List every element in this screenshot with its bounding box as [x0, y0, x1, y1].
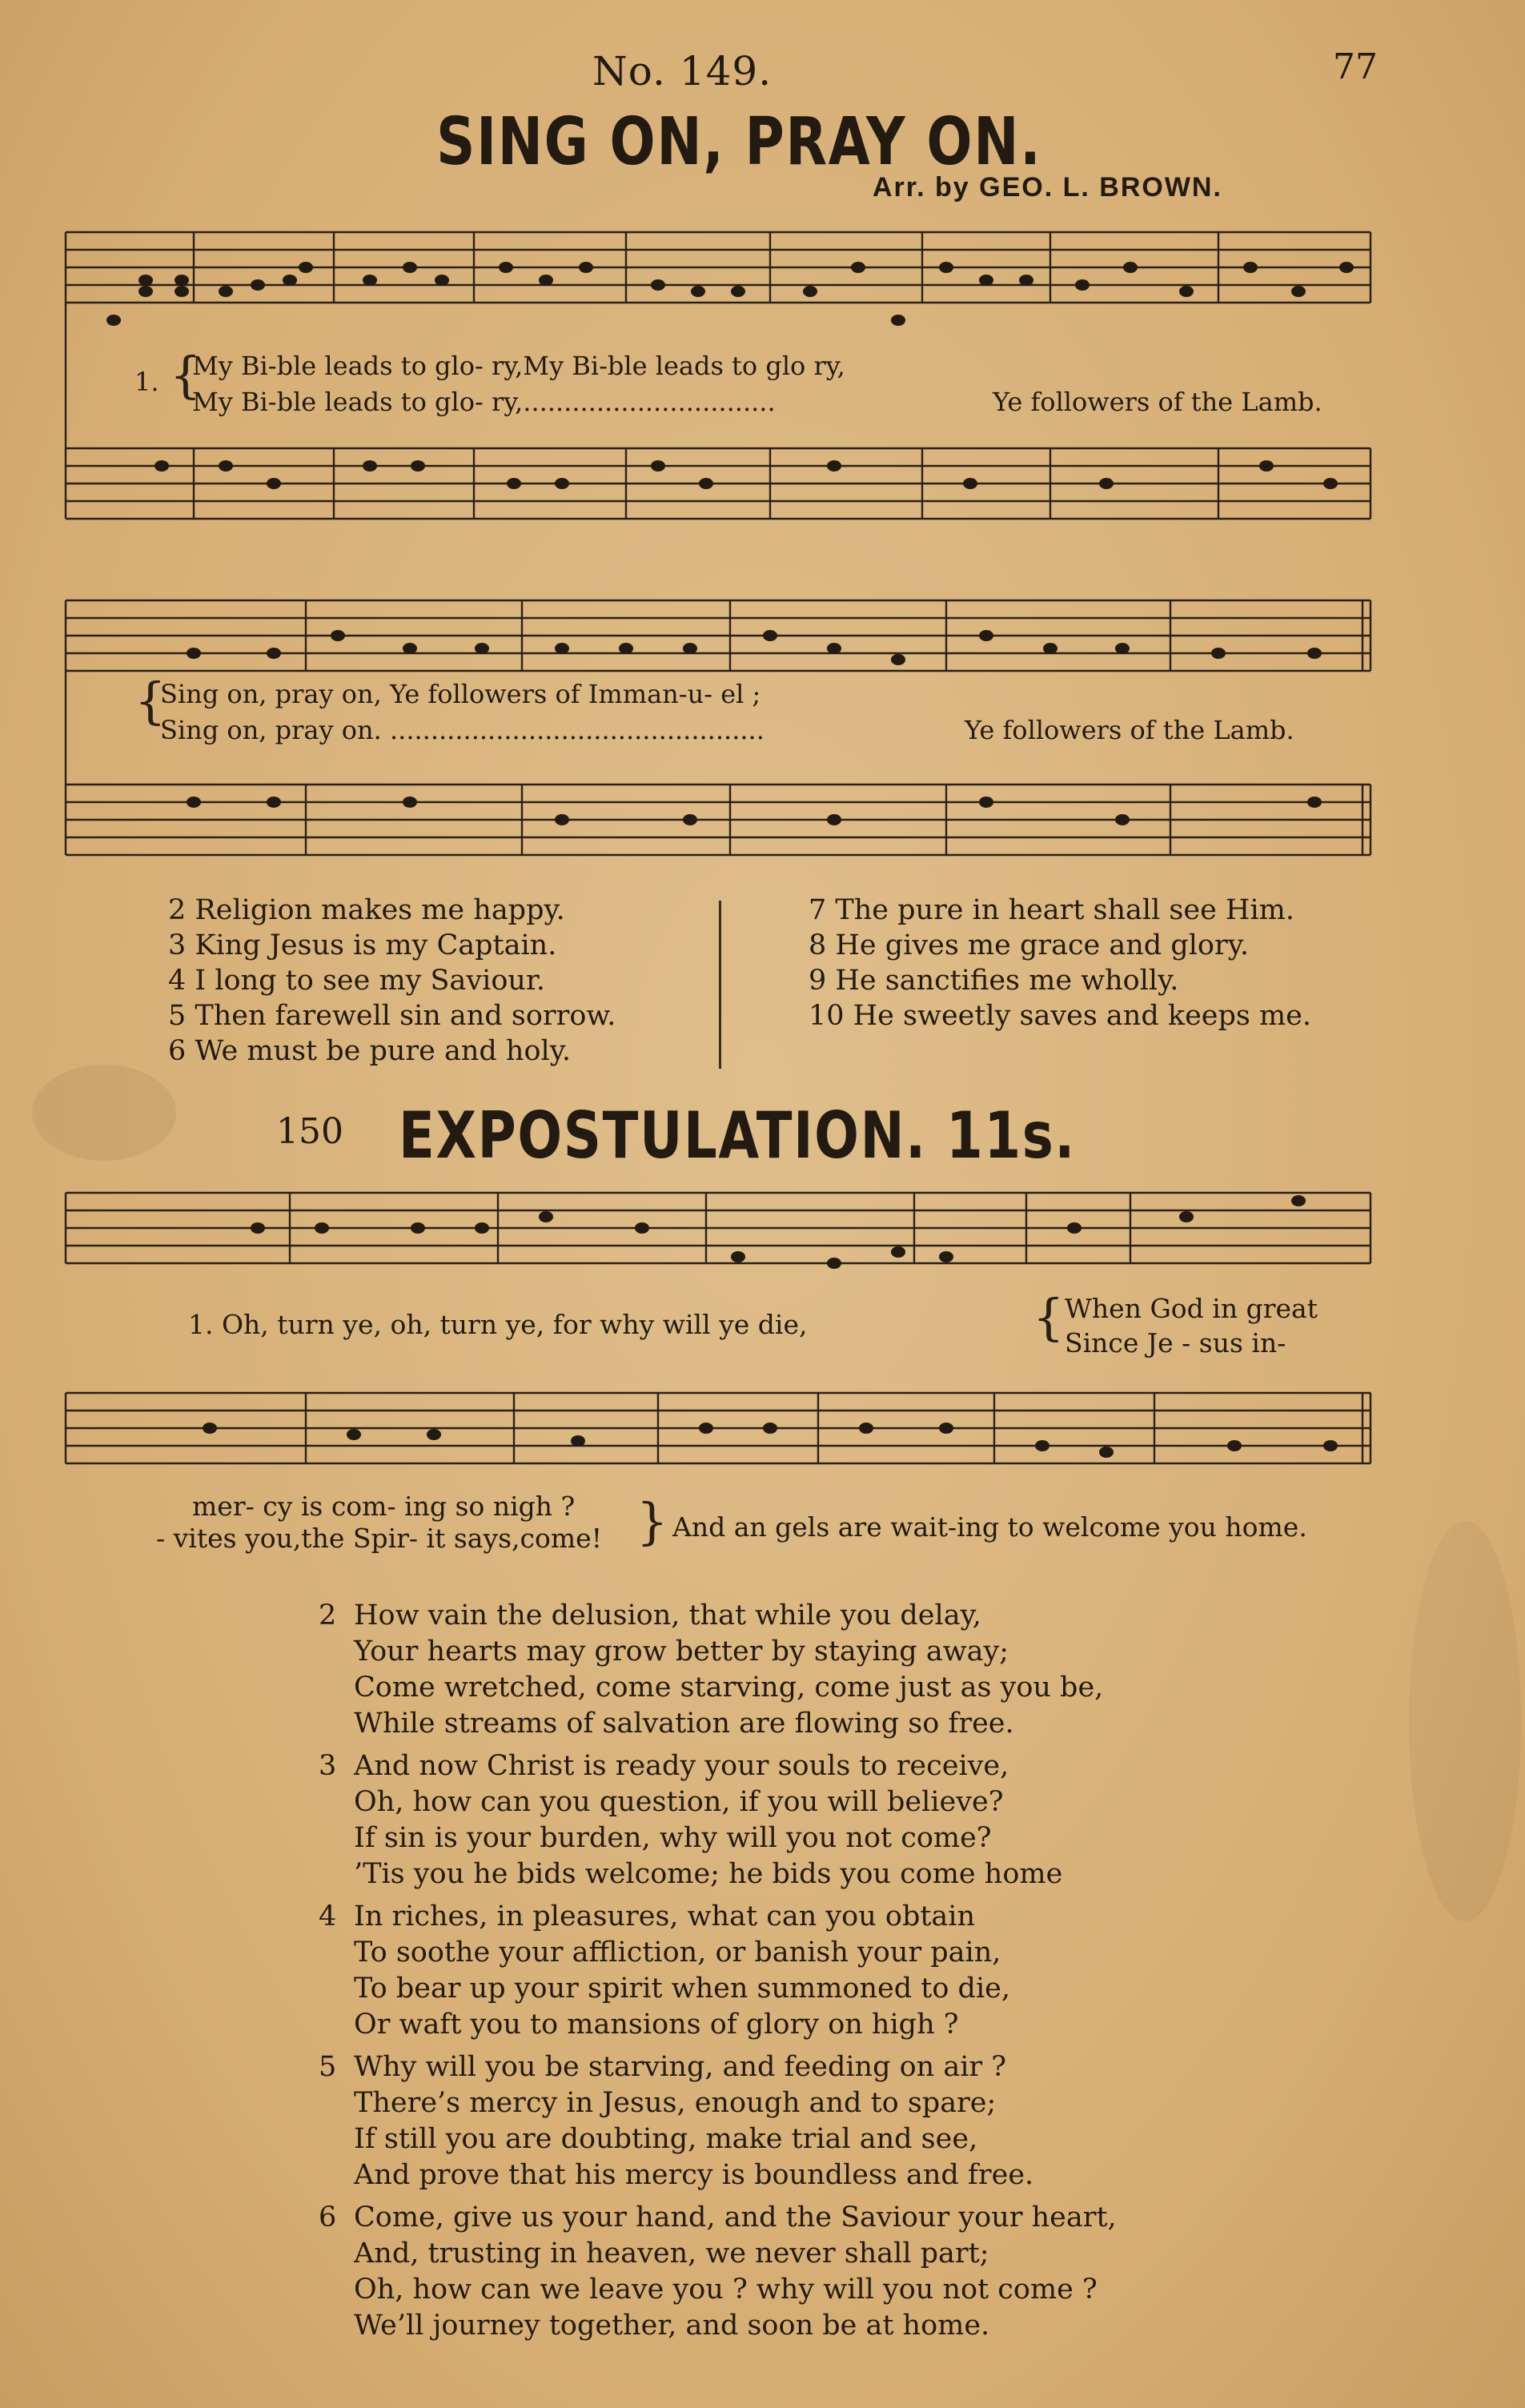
stanza-line: ’Tis you he bids welcome; he bids you come home	[354, 1858, 1063, 1890]
stanza-line: Come, give us your hand, and the Saviour your heart,	[354, 2201, 1117, 2233]
lyric-line-2a: Sing on, pray on, Ye followers of Imman-u- el ;	[160, 679, 761, 709]
stanza-line: We’ll journey together, and soon be at home.	[354, 2310, 990, 2342]
stanza-line: And now Christ is ready your souls to receive,	[354, 1750, 1009, 1782]
stanza-number: 3	[319, 1750, 337, 1782]
hymn-150-system-2	[66, 1377, 1379, 1505]
verse-item: 5 Then farewell sin and sorrow.	[168, 1000, 616, 1032]
lyric-line-2b: Sing on, pray on. ..............................................	[160, 715, 765, 745]
verse-divider	[719, 901, 721, 1069]
lyric-line-1a: My Bi-ble leads to glo- ry,My Bi-ble leads to glo ry,	[192, 351, 845, 381]
stanza-line: Your hearts may grow better by staying away;	[354, 1635, 1009, 1668]
stanza-line: And, trusting in heaven, we never shall part;	[354, 2237, 989, 2270]
hymn-150-line-2-right: And an gels are wait-ing to welcome you home.	[672, 1511, 1307, 1543]
stanza-6	[319, 2200, 1117, 2344]
stanza-line: Oh, how can we leave you ? why will you not come ?	[354, 2274, 1098, 2306]
stanza-line: To soothe your affliction, or banish your pain,	[354, 1936, 1001, 1969]
stanza-5	[319, 2049, 1117, 2193]
lyric-brace: {	[134, 672, 167, 730]
page-stain	[32, 1065, 176, 1161]
verse-item: 10 He sweetly saves and keeps me.	[809, 1000, 1312, 1032]
stanza-line: How vain the delusion, that while you delay,	[354, 1599, 981, 1631]
stanza-line: If sin is your burden, why will you not come?	[354, 1822, 992, 1854]
hymn-149-system-1	[66, 216, 1379, 552]
hymn-150-line-2a: mer- cy is com- ing so nigh ?	[192, 1491, 576, 1522]
stanza-2	[319, 1598, 1117, 1742]
lyric-line-1b: My Bi-ble leads to glo- ry,...............................	[192, 387, 776, 417]
stanza-number: 4	[319, 1900, 337, 1932]
bass-staff	[66, 448, 1370, 519]
verse-item: 9 He sanctifies me wholly.	[809, 965, 1179, 997]
page-stain	[1409, 1521, 1521, 1921]
page-number: 77	[1333, 46, 1378, 87]
stanza-3	[319, 1748, 1117, 1892]
lyric-line-2c: Ye followers of the Lamb.	[965, 715, 1294, 745]
lyric-brace: }	[636, 1492, 668, 1551]
hymn-150-stanzas	[319, 1598, 1117, 2344]
hymn-150-title: EXPOSTULATION. 11s.	[399, 1098, 1076, 1173]
lyric-brace: {	[170, 346, 202, 404]
verse-label: 1.	[134, 367, 159, 397]
stanza-line: There’s mercy in Jesus, enough and to spare;	[354, 2087, 997, 2119]
stanza-line: If still you are doubting, make trial and see,	[354, 2123, 978, 2155]
hymn-150-line-1: 1. Oh, turn ye, oh, turn ye, for why will ye die,	[188, 1309, 808, 1340]
hymn-150-line-1-right-a: When God in great	[1065, 1293, 1318, 1324]
hymn-150-line-1-right-b: Since Je - sus in-	[1065, 1327, 1286, 1359]
lyric-line-1c: Ye followers of the Lamb.	[993, 387, 1322, 417]
hymn-149-verses-right	[809, 893, 1311, 1033]
stanza-line: Why will you be starving, and feeding on air ?	[354, 2051, 1007, 2083]
stanza-line: While streams of salvation are flowing so free.	[354, 1708, 1014, 1740]
stanza-line: Or waft you to mansions of glory on high ?	[354, 2009, 959, 2041]
hymn-150-number: 150	[276, 1111, 343, 1152]
hymn-150-line-2b: - vites you,the Spir- it says,come!	[156, 1523, 602, 1554]
stanza-number: 5	[319, 2051, 337, 2083]
lyric-brace: {	[1033, 1288, 1065, 1346]
verse-item: 7 The pure in heart shall see Him.	[809, 894, 1294, 926]
verse-item: 2 Religion makes me happy.	[168, 894, 565, 926]
stanza-number: 2	[319, 1599, 337, 1631]
hymn-149-arranger: Arr. by GEO. L. BROWN.	[873, 172, 1222, 203]
treble-staff	[66, 232, 1370, 303]
hymn-149-verses-left	[168, 893, 616, 1069]
stanza-number: 6	[319, 2201, 337, 2233]
verse-item: 8 He gives me grace and glory.	[809, 929, 1249, 961]
verse-item: 3 King Jesus is my Captain.	[168, 929, 557, 961]
stanza-line: In riches, in pleasures, what can you obtain	[354, 1900, 976, 1932]
hymn-149-title: SING ON, PRAY ON.	[436, 104, 1042, 180]
hymn-149-number: No. 149.	[592, 48, 773, 94]
stanza-4	[319, 1899, 1117, 2043]
stanza-line: Oh, how can you question, if you will believe?	[354, 1786, 1004, 1818]
verse-item: 6 We must be pure and holy.	[168, 1035, 571, 1067]
hymn-150-system-1	[66, 1177, 1379, 1305]
verse-item: 4 I long to see my Saviour.	[168, 965, 545, 997]
stanza-line: Come wretched, come starving, come just as you be,	[354, 1672, 1104, 1704]
stanza-line: And prove that his mercy is boundless and free.	[354, 2159, 1034, 2191]
stanza-line: To bear up your spirit when summoned to die,	[354, 1973, 1010, 2005]
